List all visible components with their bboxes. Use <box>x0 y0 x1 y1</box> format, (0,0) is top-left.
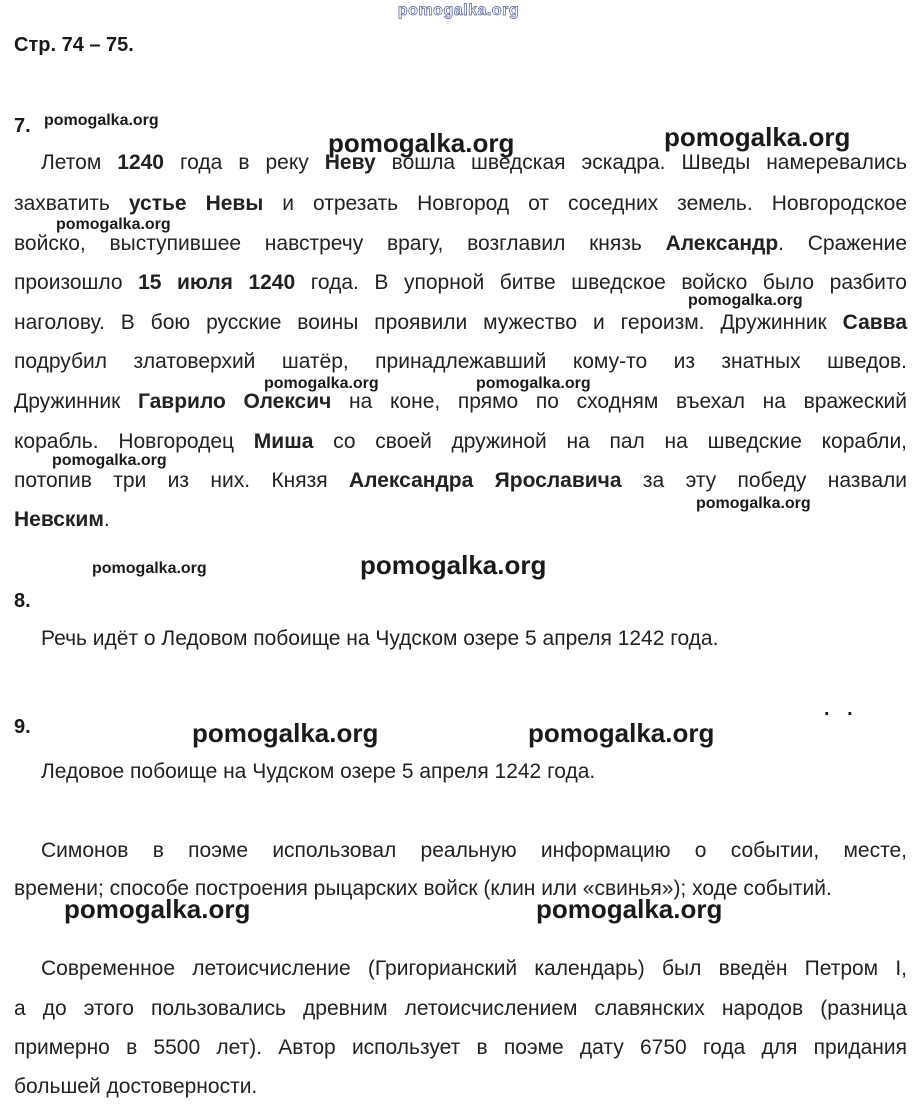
bold-term: Александр <box>665 232 779 255</box>
text-segment: вошла шведская эскадра. Шведы намеревались <box>375 151 907 174</box>
text-segment: и отрезать Новгород от соседних земель. Новгородское <box>263 192 908 215</box>
question-9-paragraph-2-line-2: времени; способе построения рыцарских войск (клин или «свинья»); ходе событий. <box>14 877 832 900</box>
question-9-paragraph-1: Ледовое побоище на Чудском озере 5 апреля 1242 года. <box>41 760 596 783</box>
page-reference: Стр. 74 – 75. <box>14 34 134 56</box>
stray-dots: . . <box>824 698 859 720</box>
question-7-line <box>41 148 907 178</box>
watermark: pomogalka.org <box>536 894 723 924</box>
watermark: pomogalka.org <box>56 216 171 233</box>
question-7-line <box>14 229 907 259</box>
question-9-paragraph-3-line-4: большей достоверности. <box>14 1075 258 1098</box>
question-9-paragraph-3-line-1: Современное летоисчисление (Григорианский календарь) был введён Петром I, <box>41 957 907 980</box>
bold-term: Гаврило Олексич <box>137 390 332 413</box>
watermark: pomogalka.org <box>52 452 167 469</box>
watermark: pomogalka.org <box>192 718 379 748</box>
watermark: pomogalka.org <box>360 550 547 580</box>
watermark: pomogalka.org <box>528 718 715 748</box>
watermark: pomogalka.org <box>92 560 207 577</box>
text-segment: . <box>103 508 110 531</box>
text-segment: Дружинник <box>14 390 138 413</box>
question-9-paragraph-3-line-3: примерно в 5500 лет). Автор использует в поэме дату 6750 года для придания <box>14 1036 907 1059</box>
text-segment: года. В упорной битве шведское войско было разбито <box>295 271 907 294</box>
watermark: pomogalka.org <box>476 375 591 392</box>
text-segment: со своей дружиной на пал на шведские корабли, <box>313 430 908 453</box>
watermark: pomogalka.org <box>664 122 851 152</box>
watermark: pomogalka.org <box>44 112 159 129</box>
bold-term: устье Невы <box>128 192 264 215</box>
text-segment: за эту победу назвали <box>621 469 907 492</box>
text-segment: захватить <box>14 192 129 215</box>
bold-term: 1240 <box>117 151 164 174</box>
text-segment: корабль. Новгородец <box>14 430 254 453</box>
bold-term: Невским <box>14 508 104 531</box>
question-7-number: 7. <box>14 115 31 137</box>
text-segment: подрубил златоверхий шатёр, принадлежавший кому-то из знатных шведов. <box>14 350 907 373</box>
question-9-paragraph-2-line-1: Симонов в поэме использовал реальную информацию о событии, месте, <box>41 839 907 862</box>
text-segment: наголову. В бою русские воины проявили мужество и героизм. Дружинник <box>14 311 843 334</box>
question-7-line <box>14 427 907 457</box>
bold-term: 15 июля 1240 <box>138 271 296 294</box>
question-7-line <box>14 189 907 219</box>
question-7-line <box>14 387 907 417</box>
text-segment: . Сражение <box>778 232 907 255</box>
text-segment: произошло <box>14 271 139 294</box>
question-7-line <box>14 308 907 338</box>
question-7-line <box>14 505 907 535</box>
question-8-number: 8. <box>14 590 31 612</box>
text-segment: Летом <box>41 151 118 174</box>
bold-term: Миша <box>253 430 314 453</box>
watermark: pomogalka.org <box>696 495 811 512</box>
bold-term: Александра Ярославича <box>349 469 622 492</box>
question-8-answer: Речь идёт о Ледовом побоище на Чудском озере 5 апреля 1242 года. <box>41 627 719 650</box>
text-segment: потопив три из них. Князя <box>14 469 350 492</box>
text-segment: на коне, прямо по сходням въехал на вражеский <box>331 390 907 413</box>
watermark: pomogalka.org <box>64 894 251 924</box>
question-7-line <box>14 347 907 377</box>
watermark: pomogalka.org <box>264 375 379 392</box>
bold-term: Неву <box>324 151 376 174</box>
watermark-header: pomogalka.org <box>397 2 520 19</box>
question-9-paragraph-3-line-2: а до этого пользовались древним летоисчислением славянских народов (разница <box>14 997 907 1020</box>
text-segment: года в реку <box>163 151 325 174</box>
bold-term: Савва <box>842 311 907 334</box>
question-9-number: 9. <box>14 716 31 738</box>
question-7-line <box>14 268 907 298</box>
question-7-line <box>14 466 907 496</box>
watermark: pomogalka.org <box>328 128 515 158</box>
text-segment: войско, выступившее навстречу врагу, возглавил князь <box>14 232 666 255</box>
watermark: pomogalka.org <box>688 292 803 309</box>
